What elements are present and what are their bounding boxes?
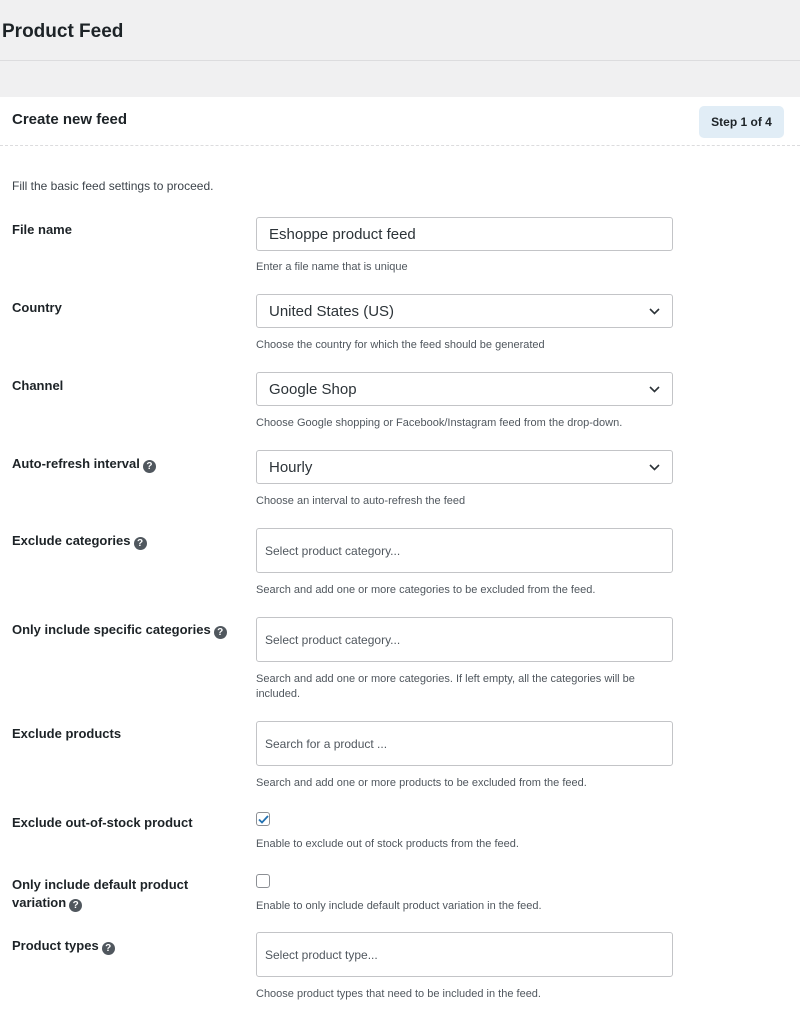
auto-refresh-select[interactable]	[256, 450, 673, 484]
card-header	[0, 97, 800, 146]
exclude-out-of-stock-description: Enable to exclude out of stock products from the feed.	[256, 838, 519, 850]
file-name-label: File name	[12, 222, 72, 237]
channel-select[interactable]	[256, 372, 673, 406]
channel-label: Channel	[12, 378, 64, 393]
country-description: Choose the country for which the feed should be generated	[256, 339, 545, 351]
default-variation-description: Enable to only include default product variation in the feed.	[256, 900, 542, 912]
file-name-value: Eshoppe product feed	[269, 225, 416, 243]
help-icon[interactable]: ?	[69, 899, 82, 912]
file-name-description: Enter a file name that is unique	[256, 261, 408, 273]
exclude-products-label: Exclude products	[12, 726, 122, 741]
help-icon[interactable]: ?	[214, 626, 227, 639]
channel-description: Choose Google shopping or Facebook/Instagram feed from the drop-down.	[256, 417, 623, 429]
auto-refresh-label: Auto-refresh interval ?	[12, 455, 156, 473]
step-badge: Step 1 of 4	[699, 106, 784, 138]
chevron-down-icon	[648, 461, 660, 473]
include-categories-label: Only include specific categories ?	[12, 621, 227, 639]
exclude-categories-input[interactable]	[256, 528, 673, 573]
exclude-categories-placeholder: Select product category...	[265, 543, 401, 558]
exclude-categories-label: Exclude categories ?	[12, 532, 147, 550]
checkmark-icon	[258, 815, 269, 824]
product-types-label: Product types ?	[12, 937, 115, 955]
file-name-input[interactable]	[256, 217, 673, 251]
help-icon[interactable]: ?	[102, 942, 115, 955]
include-categories-input[interactable]	[256, 617, 673, 662]
exclude-products-input[interactable]	[256, 721, 673, 766]
chevron-down-icon	[648, 383, 660, 395]
help-icon[interactable]: ?	[143, 460, 156, 473]
page-title: Product Feed	[2, 21, 124, 42]
exclude-out-of-stock-label: Exclude out-of-stock product	[12, 815, 193, 830]
include-categories-description: Search and add one or more categories. If left empty, all the categories will be included.	[256, 673, 635, 700]
product-types-description: Choose product types that need to be included in the feed.	[256, 988, 541, 1000]
default-variation-label: Only include default product variation ?	[12, 877, 189, 911]
country-select[interactable]	[256, 294, 673, 328]
exclude-products-description: Search and add one or more products to be excluded from the feed.	[256, 777, 587, 789]
product-types-input[interactable]	[256, 932, 673, 977]
create-feed-card	[0, 97, 800, 1024]
product-types-placeholder: Select product type...	[265, 947, 378, 962]
help-icon[interactable]: ?	[134, 537, 147, 550]
card-title: Create new feed	[12, 111, 128, 128]
auto-refresh-value: Hourly	[269, 458, 313, 476]
include-categories-placeholder: Select product category...	[265, 632, 401, 647]
country-value: United States (US)	[269, 302, 395, 320]
intro-text: Fill the basic feed settings to proceed.	[12, 179, 214, 193]
auto-refresh-description: Choose an interval to auto-refresh the feed	[256, 495, 466, 507]
channel-value: Google Shop	[269, 380, 357, 398]
country-label: Country	[12, 300, 62, 315]
default-variation-checkbox[interactable]	[256, 874, 270, 888]
exclude-categories-description: Search and add one or more categories to be excluded from the feed.	[256, 584, 596, 596]
chevron-down-icon	[648, 305, 660, 317]
exclude-out-of-stock-checkbox[interactable]	[256, 812, 270, 826]
exclude-products-placeholder: Search for a product ...	[265, 736, 388, 751]
top-bar	[0, 0, 800, 61]
